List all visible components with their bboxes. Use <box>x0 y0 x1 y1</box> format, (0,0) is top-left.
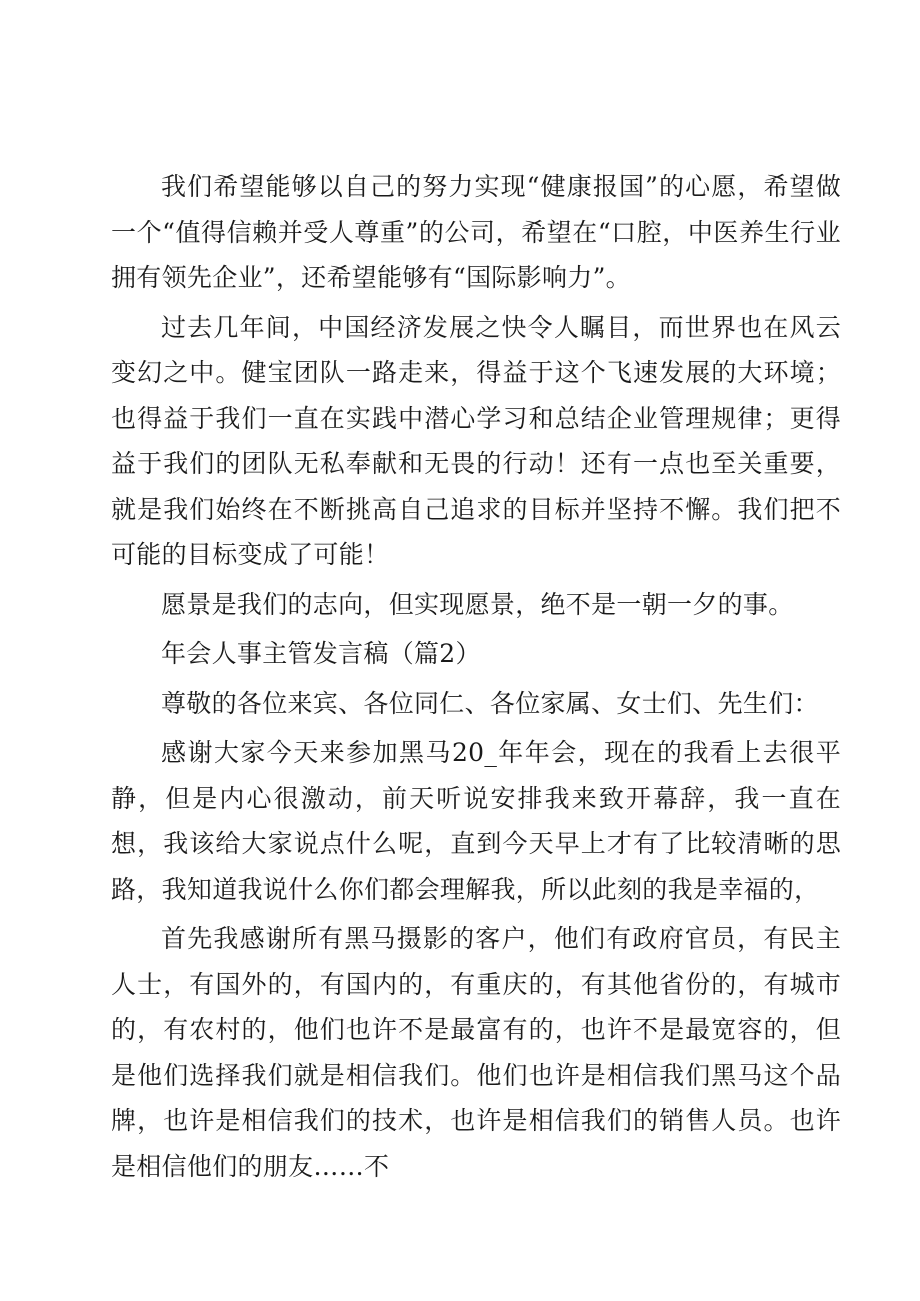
paragraph-thanks-attendance: 感谢大家今天来参加黑马20_年年会，现在的我看上去很平静，但是内心很激动，前天听说安排我来致开幕辞，我一直在想，我该给大家说点什么呢，直到今天早上才有了比较清晰的思路，我知道我说什么你们都会理解我，所以此刻的我是幸福的， <box>111 738 841 904</box>
section-heading: 年会人事主管发言稿（篇2） <box>161 639 481 668</box>
paragraph-greeting: 尊敬的各位来宾、各位同仁、各位家属、女士们、先生们： <box>161 688 819 718</box>
document-body <box>111 164 841 1193</box>
paragraph-vision-goals: 我们希望能够以自己的努力实现“健康报国”的心愿，希望做一个“值得信赖并受人尊重”的公司，希望在“口腔，中医养生行业拥有领先企业”，还希望能够有“国际影响力”。 <box>111 172 841 292</box>
paragraph-past-years: 过去几年间，中国经济发展之快令人瞩目，而世界也在风云变幻之中。健宝团队一路走来，得益于这个飞速发展的大环境；也得益于我们一直在实践中潜心学习和总结企业管理规律；更得益于我们的团队无私奉献和无畏的行动！还有一点也至关重要，就是我们始终在不断挑高自己追求的目标并坚持不懈。我们把不可能的目标变成了可能！ <box>111 312 841 569</box>
paragraph-vision-statement: 愿景是我们的志向，但实现愿景，绝不是一朝一夕的事。 <box>161 589 794 619</box>
paragraph-thanks-customers: 首先我感谢所有黑马摄影的客户，他们有政府官员，有民主人士，有国外的，有国内的，有重庆的，有其他省份的，有城市的，有农村的，他们也许不是最富有的，也许不是最宽容的，但是他们选择我们就是相信我们。他们也许是相信我们黑马这个品牌，也许是相信我们的技术，也许是相信我们的销售人员。也许是相信他们的朋友……不 <box>111 924 841 1181</box>
